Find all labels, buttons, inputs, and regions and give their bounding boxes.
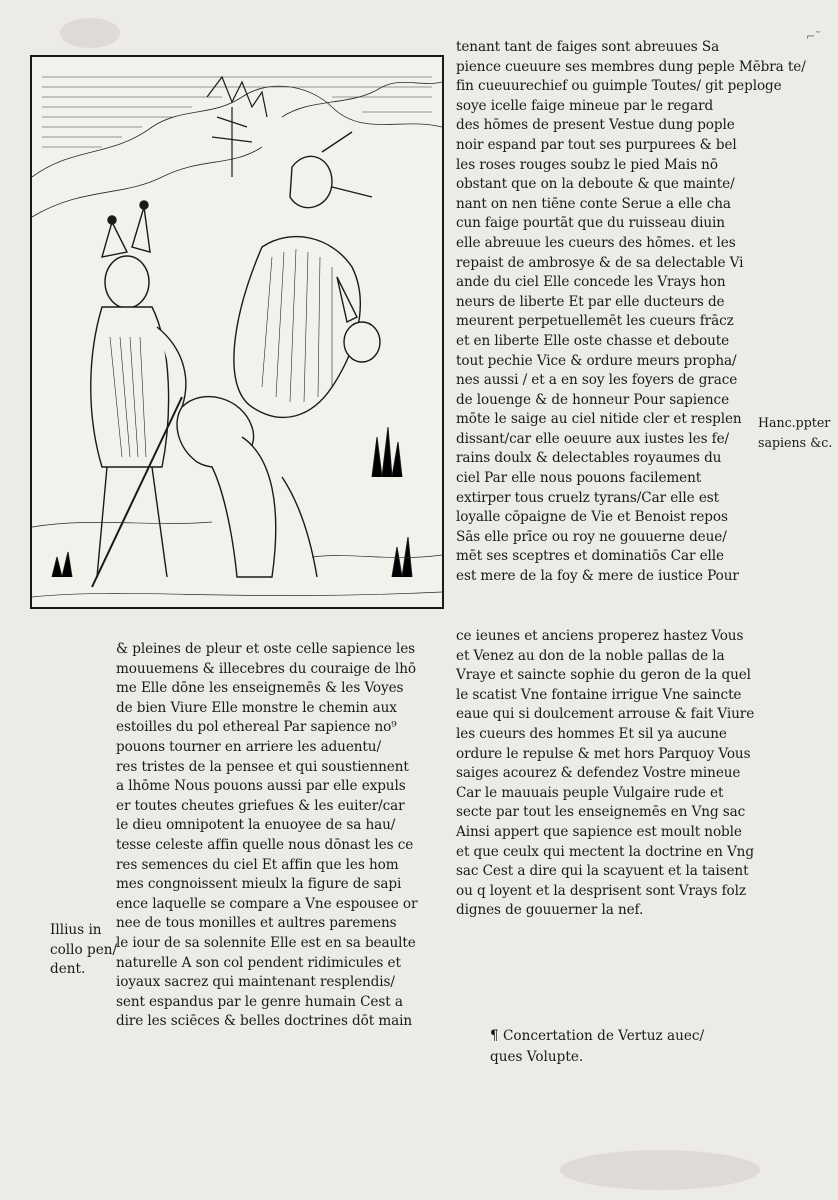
text-line: res semences du ciel Et affin que les hom — [116, 856, 399, 873]
text-line: tesse celeste affin quelle nous dōnast les ce — [116, 836, 414, 853]
text-line: meurent perpetuellemēt les cueurs frācz — [456, 313, 734, 330]
left-margin-note — [50, 921, 116, 980]
text-line: secte par tout les enseignemēs en Vng sac — [456, 804, 746, 821]
text-line: dissant/car elle oeuure aux iustes les fe/ — [456, 430, 730, 447]
margin-line: Illius in — [50, 922, 102, 938]
text-line: mōte le saige au ciel nitide cler et resplen — [456, 411, 742, 428]
text-line: les cueurs des hommes Et sil ya aucune — [456, 725, 727, 742]
text-line: mes congnoissent mieulx la figure de sapi — [116, 876, 402, 893]
heading-text: Concertation de Vertuz auec/ — [502, 1028, 705, 1044]
text-line: et que ceulx qui mectent la doctrine en Vng — [456, 843, 754, 860]
text-line: ande du ciel Elle concede les Vrays hon — [456, 274, 726, 291]
text-line: Vraye et saincte sophie du geron de la quel — [456, 667, 751, 684]
text-line: tout pechie Vice & ordure meurs propha/ — [456, 352, 737, 369]
text-line: a lhōme Nous pouons aussi par elle expuls — [116, 778, 406, 795]
woodcut-drawing — [32, 57, 442, 607]
text-line: Ainsi appert que sapience est moult noble — [456, 823, 742, 840]
text-line: naturelle A son col pendent ridimicules et — [116, 954, 401, 971]
text-line: sent espandus par le genre humain Cest a — [116, 993, 403, 1010]
text-line: nee de tous monilles et aultres paremens — [116, 915, 397, 932]
left-column-text — [116, 640, 446, 1032]
text-line: nes aussi / et a en soy les foyers de grace — [456, 372, 738, 389]
woodcut-illustration — [30, 55, 444, 609]
text-line: nant on nen tiēne conte Serue a elle cha — [456, 195, 731, 212]
text-line: le dieu omnipotent la enuoyee de sa hau/ — [116, 817, 396, 834]
margin-line: Hanc.ppter — [758, 415, 831, 430]
text-line: ou q loyent et la desprisent sont Vrays folz — [456, 882, 746, 899]
text-line: tenant tant de faiges sont abreuues Sa — [456, 39, 720, 55]
text-line: mēt ses sceptres et dominatiōs Car elle — [456, 548, 724, 565]
text-line: loyalle cōpaigne de Vie et Benoist repos — [456, 509, 728, 526]
text-line: les roses rouges soubz le pied Mais nō — [456, 156, 718, 173]
text-line: elle abreuue les cueurs des hōmes. et les — [456, 234, 736, 251]
text-line: saiges acourez & defendez Vostre mineue — [456, 765, 741, 782]
text-line: dignes de gouuerner la nef. — [456, 902, 644, 919]
text-line: Sās elle prīce ou roy ne gouuerne deue/ — [456, 528, 727, 545]
text-line: neurs de liberte Et par elle ducteurs de — [456, 293, 725, 310]
text-line: me Elle dōne les enseignemēs & les Voyes — [116, 680, 404, 697]
heading-line — [490, 1026, 704, 1047]
margin-line: sapiens &c. — [758, 434, 833, 450]
margin-line: dent. — [50, 961, 86, 978]
right-column-lower-text — [456, 627, 756, 921]
text-line: de bien Viure Elle monstre le chemin aux — [116, 699, 397, 716]
text-line: extirper tous cruelz tyrans/Car elle est — [456, 489, 719, 506]
text-line: de louenge & de honneur Pour sapience — [456, 391, 730, 408]
text-line: ciel Par elle nous pouons facilement — [456, 470, 702, 487]
text-line: le scatist Vne fontaine irrigue Vne saincte — [456, 686, 742, 703]
text-line: & pleines de pleur et oste celle sapience les — [116, 641, 416, 657]
text-line: er toutes cheutes griefues & les euiter/car — [116, 797, 405, 814]
text-line: cun faige pourtāt que du ruisseau diuin — [456, 215, 725, 232]
text-line: le iour de sa solennite Elle est en sa beaulte — [116, 934, 416, 951]
text-line: noir espand par tout ses purpurees & bel — [456, 136, 737, 153]
text-line: Car le mauuais peuple Vulgaire rude et — [456, 784, 724, 801]
text-line: obstant que on la deboute & que mainte/ — [456, 176, 735, 193]
text-line: pience cueuure ses membres dung peple Mēbra te/ — [456, 58, 806, 75]
text-line: eaue qui si doulcement arrouse & fait Viure — [456, 706, 755, 723]
text-line: ence laquelle se compare a Vne espousee or — [116, 895, 418, 912]
right-margin-note — [758, 413, 838, 452]
paper-stain — [560, 1150, 760, 1190]
paper-stain — [60, 18, 120, 48]
text-line: res tristes de la pensee et qui soustiennent — [116, 758, 409, 775]
text-line: repaist de ambrosye & de sa delectable Vi — [456, 254, 744, 271]
pilcrow-icon: ¶ — [490, 1028, 499, 1044]
text-line: estoilles du pol ethereal Par sapience no⁹ — [116, 719, 397, 736]
text-line: pouons tourner en arriere les aduentu/ — [116, 738, 381, 755]
text-line: des hōmes de present Vestue dung pople — [456, 117, 735, 134]
text-line: soye icelle faige mineue par le regard — [456, 97, 714, 114]
text-line: ioyaux sacrez qui maintenant resplendis/ — [116, 974, 395, 991]
text-line: rains doulx & delectables royaumes du — [456, 450, 722, 467]
text-line: ordure le repulse & met hors Parquoy Vous — [456, 745, 751, 762]
text-line: fin cueuurechief ou guimple Toutes/ git peploge — [456, 78, 782, 95]
heading-line: ques Volupte. — [490, 1049, 584, 1065]
section-heading — [490, 1026, 704, 1068]
corner-scribble: ⌐˜ — [806, 30, 821, 43]
text-line: dire les sciēces & belles doctrines dōt main — [116, 1013, 413, 1030]
margin-line: collo pen/ — [50, 941, 118, 958]
text-line: sac Cest a dire qui la scayuent et la taisent — [456, 863, 749, 880]
text-line: et Venez au don de la noble pallas de la — [456, 647, 725, 664]
text-line: et en liberte Elle oste chasse et deboute — [456, 332, 730, 349]
text-line: est mere de la foy & mere de iustice Pour — [456, 568, 739, 585]
text-line: mouuemens & illecebres du couraige de lhō — [116, 660, 416, 677]
text-line: ce ieunes et anciens properez hastez Vous — [456, 628, 744, 644]
